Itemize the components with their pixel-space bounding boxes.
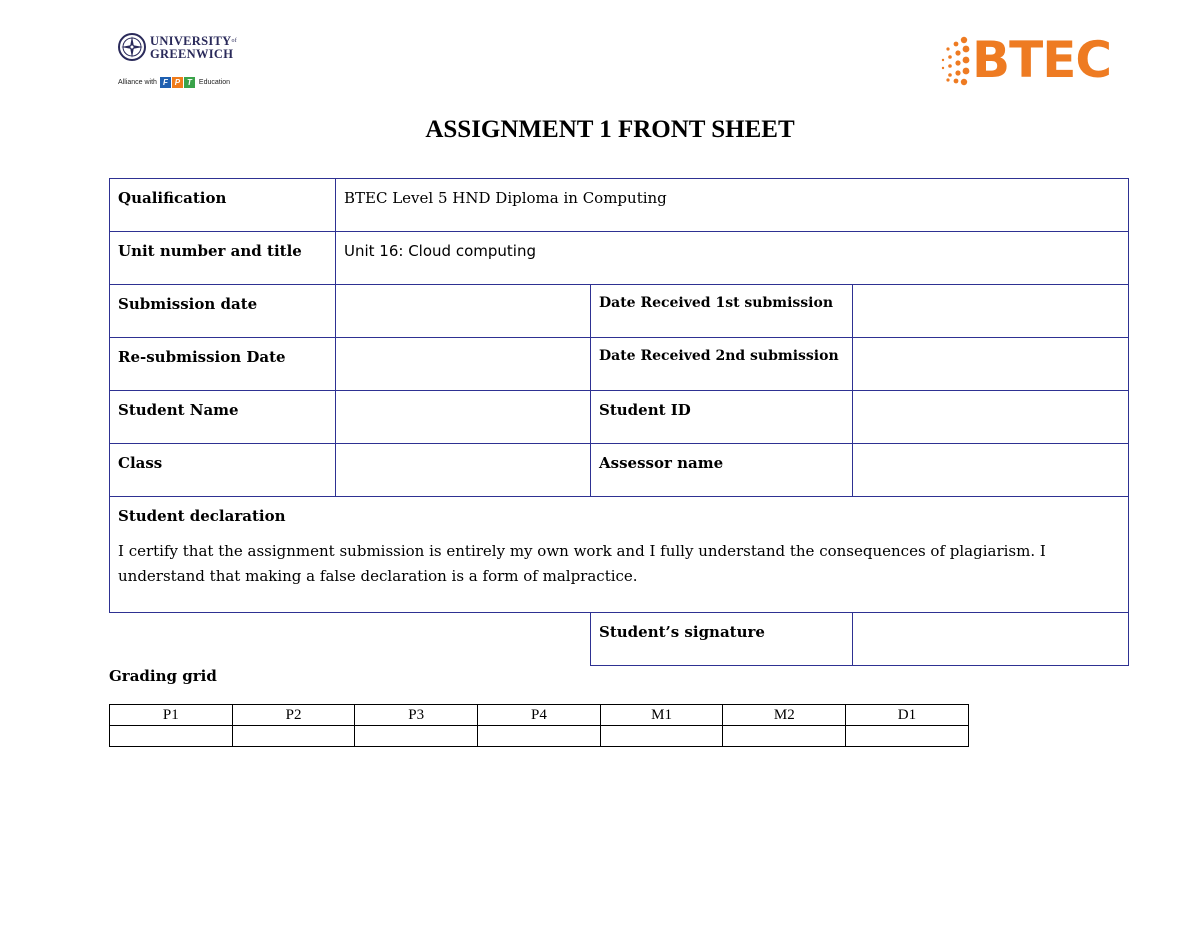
table-row — [110, 232, 1129, 285]
student-id-label: Student ID — [591, 391, 853, 444]
table-row — [110, 391, 1129, 444]
table-row — [110, 285, 1129, 338]
declaration-title: Student declaration — [118, 507, 286, 525]
signature-spacer — [110, 613, 591, 666]
unit-value: Unit 16: Cloud computing — [336, 232, 1129, 285]
date-received-2-field[interactable] — [853, 338, 1129, 391]
date-received-1-label: Date Received 1st submission — [591, 285, 853, 338]
declaration-text: I certify that the assignment submission is entirely my own work and I fully understand the consequences of plagiarism. I understand that making a false declaration is a form of malpractice. — [118, 542, 1046, 585]
grade-header-d1: D1 — [846, 705, 969, 726]
btec-wordmark: BTEC — [972, 31, 1112, 89]
grading-header-row — [110, 705, 969, 726]
grade-cell-m1[interactable] — [600, 726, 723, 747]
grade-header-p2: P2 — [232, 705, 355, 726]
grade-cell-p1[interactable] — [110, 726, 233, 747]
grade-header-m1: M1 — [600, 705, 723, 726]
student-id-field[interactable] — [853, 391, 1129, 444]
resubmission-date-label: Re-submission Date — [110, 338, 336, 391]
table-row — [110, 497, 1129, 613]
class-label: Class — [110, 444, 336, 497]
qualification-label: Qualification — [110, 179, 336, 232]
date-received-1-field[interactable] — [853, 285, 1129, 338]
assessor-name-label: Assessor name — [591, 444, 853, 497]
assessor-name-field[interactable] — [853, 444, 1129, 497]
submission-date-label: Submission date — [110, 285, 336, 338]
grade-cell-p2[interactable] — [232, 726, 355, 747]
grading-grid-label: Grading grid — [109, 667, 217, 685]
table-row — [110, 179, 1129, 232]
table-row — [110, 613, 1129, 666]
date-received-2-label: Date Received 2nd submission — [591, 338, 853, 391]
compass-seal-icon — [118, 33, 146, 61]
page-title: ASSIGNMENT 1 FRONT SHEET — [425, 116, 795, 143]
signature-label: Student’s signature — [591, 613, 853, 666]
grade-cell-m2[interactable] — [723, 726, 846, 747]
student-name-field[interactable] — [336, 391, 591, 444]
student-declaration — [110, 497, 1129, 613]
btec-logo — [936, 31, 1121, 90]
submission-date-field[interactable] — [336, 285, 591, 338]
grade-header-p1: P1 — [110, 705, 233, 726]
grade-cell-p3[interactable] — [355, 726, 478, 747]
university-name: $UNIVERSITY^{of}$ GREENWICH — [150, 34, 238, 61]
grade-header-p4: P4 — [478, 705, 601, 726]
grade-cell-p4[interactable] — [478, 726, 601, 747]
btec-dots-icon — [936, 34, 976, 90]
table-row — [110, 444, 1129, 497]
student-name-label: Student Name — [110, 391, 336, 444]
unit-label: Unit number and title — [110, 232, 336, 285]
fpt-logo: F P T — [160, 77, 196, 88]
table-row — [110, 338, 1129, 391]
grading-grid — [109, 704, 969, 747]
resubmission-date-field[interactable] — [336, 338, 591, 391]
alliance-tagline: Alliance with F P T Education — [118, 78, 231, 87]
grading-value-row — [110, 726, 969, 747]
grade-header-p3: P3 — [355, 705, 478, 726]
grade-cell-d1[interactable] — [846, 726, 969, 747]
qualification-value: BTEC Level 5 HND Diploma in Computing — [336, 179, 1129, 232]
front-sheet-table — [109, 178, 1129, 666]
grade-header-m2: M2 — [723, 705, 846, 726]
signature-field[interactable] — [853, 613, 1129, 666]
class-field[interactable] — [336, 444, 591, 497]
university-of-greenwich-logo — [118, 33, 258, 93]
